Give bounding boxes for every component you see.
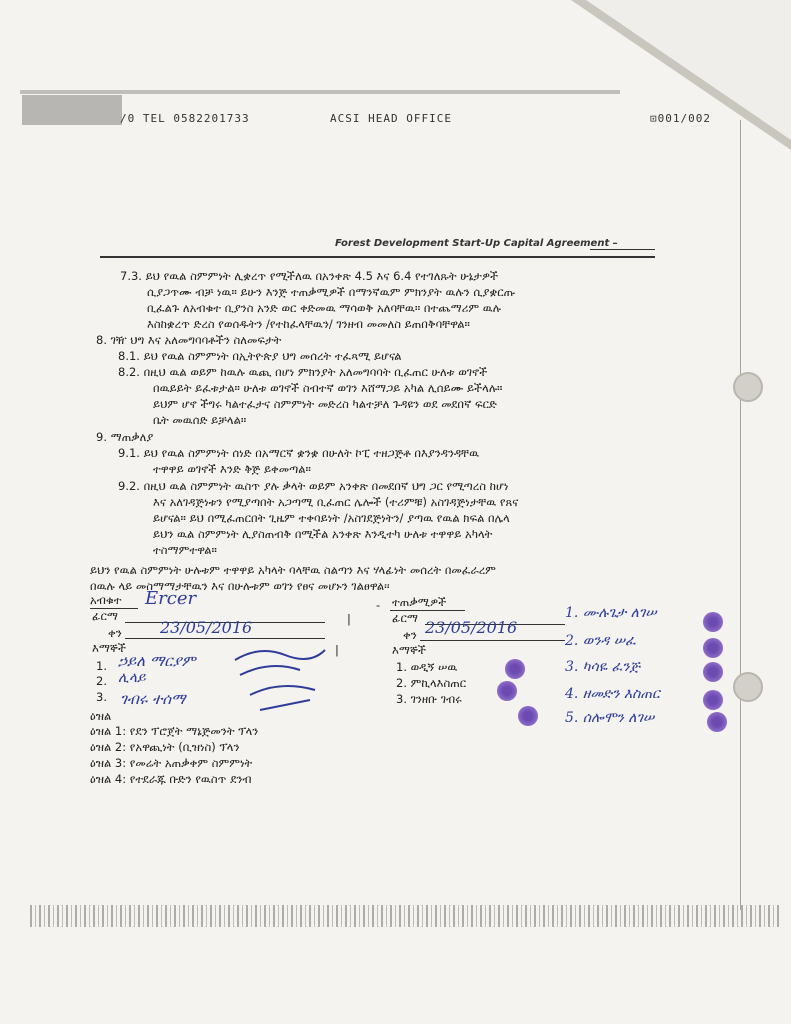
para-7-3-line: ሲያጋጥሙ ብቻ ነዉ። ይሁን እንጅ ተጠቃሚዎች በማንኛዉም ምክንያት ዉሉን ሲያቋርጡ — [147, 285, 516, 299]
doc-title: Forest Development Start-Up Capital Agreement – — [335, 238, 618, 249]
fax-tel: /0 TEL 0582201733 — [120, 112, 250, 125]
fax-page: ⊡001/002 — [650, 112, 711, 125]
right-signer-4: 4. ዘመድን እስጠር — [565, 686, 660, 702]
left-witness-3-sign: ገብሩ ተሰማ — [120, 690, 186, 708]
right-party-dash: - — [376, 598, 381, 612]
para-7-3-line: ቢፈልጉ ለአብቁተ ቢያንስ አንድ ወር ቀድመዉ ማሳወቅ አለባቸዉ። በተጨማሪም ዉሉ — [147, 301, 501, 315]
annex-1: ዕዝል 1: የደን ፕሮጀት ማኔጅመንት ፕላን — [90, 724, 259, 738]
right-signer-3: 3. ካሳዬ ፈንጅ — [565, 659, 640, 675]
thumbprint-stamp — [703, 638, 723, 658]
thumbprint-stamp — [703, 612, 723, 632]
section-9-heading: 9. ማጠቃለያ — [96, 430, 154, 444]
annex-2: ዕዝል 2: የአዋጪነት (ቢዝነስ) ፕላን — [90, 740, 240, 754]
right-sign-label: ፊርማ — [392, 611, 418, 625]
section-8-heading: 8. ገዥ ህግ እና አለመግባባቶችን ስለመፍታት — [96, 333, 282, 347]
header-rule — [100, 256, 655, 258]
right-date-line — [420, 640, 565, 641]
right-date-handwritten: 23/05/2016 — [425, 618, 518, 637]
mid-tick: | — [335, 643, 339, 657]
para-9-2-line: እና አለገዳጅነቱን የሚያጣበት አጋጣሚ ቢፈጠር ሌሎች (ተሪምቹ) አስገዳጅነታቸዉ የጸና — [153, 495, 519, 509]
left-date-handwritten: 23/05/2016 — [160, 618, 253, 637]
thumbprint-stamp — [518, 706, 538, 726]
fax-noise — [20, 90, 620, 94]
thumbprint-stamp — [497, 681, 517, 701]
annex-4: ዕዝል 4: የተደራጁ ቡድን የዉስጥ ደንብ — [90, 772, 252, 786]
right-witness-label: እማኞች — [392, 643, 427, 657]
left-witness-label: እማኞች — [92, 641, 127, 655]
right-witness-1: 1. ወዲኝ ሠዉ — [396, 660, 458, 674]
thumbprint-stamp — [505, 659, 525, 679]
left-signature: Ercer — [145, 588, 197, 609]
para-8-2-line: ይህም ሆኖ ችግሩ ካልተፈታና ስምምነት መድረስ ካልተቻለ ጉዳዩን ወደ መደበኛ ፍርድ — [153, 397, 497, 411]
stamp-scribble — [230, 640, 330, 720]
para-7-3: 7.3. ይህ የዉል ስምምነት ሊቋረጥ የሚችለዉ በአንቀጽ 4.5 እና 6.4 የተገለጹት ሁኔታዎች — [120, 269, 499, 283]
para-8-1: 8.1. ይህ የዉል ስምምነት በኢትዮጵያ ህግ መሰረት ተፈጻሚ ይሆናል — [118, 349, 402, 363]
left-sign-label: ፊርማ — [92, 609, 118, 623]
para-9-1-line: ተዋዋይ ወገኖች እንድ ቅጅ ይቀመጣል። — [153, 462, 311, 476]
right-witness-2: 2. ምኪላእስጠር — [396, 676, 467, 690]
closing-statement-line: በዉሉ ላይ መስማማታቸዉን እና በሁሉቱም ወገን የፀና መሆኑን ገልፀዋል፡፡ — [90, 579, 390, 593]
thumbprint-stamp — [703, 690, 723, 710]
scan-edge — [740, 120, 741, 910]
title-underline — [590, 249, 655, 250]
right-signer-1: 1. ሙሉጌታ ለገሠ — [565, 605, 657, 621]
left-party-title: አብቁተ — [90, 593, 122, 607]
left-date-line — [125, 638, 325, 639]
scan-noise-band — [30, 905, 780, 927]
para-9-1: 9.1. ይህ የዉል ስምምነት ሰነድ በአማርኛ ቋንቋ በሁለት ኮፒ ተዘጋጅቶ በእያንዳንዳቸዉ — [118, 446, 480, 460]
para-8-2: 8.2. በዚህ ዉል ወይም ከዉሉ ዉጪ በሆነ ምክንያት አለመግባባት ቢፈጠር ሁለቱ ወገኖች — [118, 365, 488, 379]
right-date-label: ቀን — [403, 628, 417, 642]
left-witness-3-num: 3. — [96, 690, 107, 704]
para-8-2-line: ቤት መዉሰድ ይቻላል። — [153, 413, 247, 427]
right-signer-5: 5. ሰሎሞን ለገሠ — [565, 710, 655, 726]
fax-office: ACSI HEAD OFFICE — [330, 112, 452, 125]
punch-hole — [733, 672, 763, 702]
right-party-title: ተጠቃሚዎች — [392, 595, 447, 609]
mid-tick: | — [347, 612, 351, 626]
right-witness-3: 3. ገንዘቡ ገብሩ — [396, 692, 462, 706]
para-8-2-line: በዉይይት ይፈቱታል። ሁለቱ ወገኖች ስብተኛ ወገን እሸማጋይ አካል ሊሰይሙ ይችላሉ። — [153, 381, 503, 395]
closing-statement: ይህን የዉል ስምምነት ሁሉቱም ተዋዋይ አካላት ባላቸዉ ስልጣን እና ሃላፊነት መሰረት በመፈራረም — [90, 563, 496, 577]
annex-label: ዕዝል — [90, 709, 112, 723]
para-9-2-line: ተስማምተዋል። — [153, 543, 217, 557]
para-9-2-line: ይሆናል። ይህ በሚፈጠርበት ጊዜም ተቀባይነት /አስገደጅነትን/ ያጣዉ የዉል ክፍል በሌላ — [153, 511, 510, 525]
left-date-label: ቀን — [108, 626, 122, 640]
left-witness-2-sign: ሊላይ — [118, 670, 146, 686]
para-7-3-line: እስከቋረጥ ድረስ የወሰዱትን /የተከፈላቸዉን/ ገንዘብ መመለስ ይጠበቅባቸዋል። — [147, 317, 470, 331]
punch-hole — [733, 372, 763, 402]
annex-3: ዕዝል 3: የመሬት አጠቃቀም ስምምነት — [90, 756, 253, 770]
thumbprint-stamp — [703, 662, 723, 682]
fax-noise-block — [22, 95, 122, 125]
right-signer-2: 2. ወንዳ ሠፈ — [565, 633, 636, 649]
para-9-2-line: ይህን ዉል ስምምነት ሊያስጠብቅ በሚችል አንቀጽ እንዲተካ ሁለቱ ተዋዋይ አካላት — [153, 527, 493, 541]
left-witness-1-num: 1. — [96, 659, 107, 673]
thumbprint-stamp — [707, 712, 727, 732]
left-witness-1-sign: ኃይለ ማርያም — [118, 652, 196, 670]
left-witness-2-num: 2. — [96, 674, 107, 688]
para-9-2: 9.2. በዚህ ዉል ስምምነት ዉስጥ ያሉ ቃላት ወይም አንቀጽ በመደበኛ ህግ ጋር የሚጣረስ ከሆነ — [118, 479, 509, 493]
